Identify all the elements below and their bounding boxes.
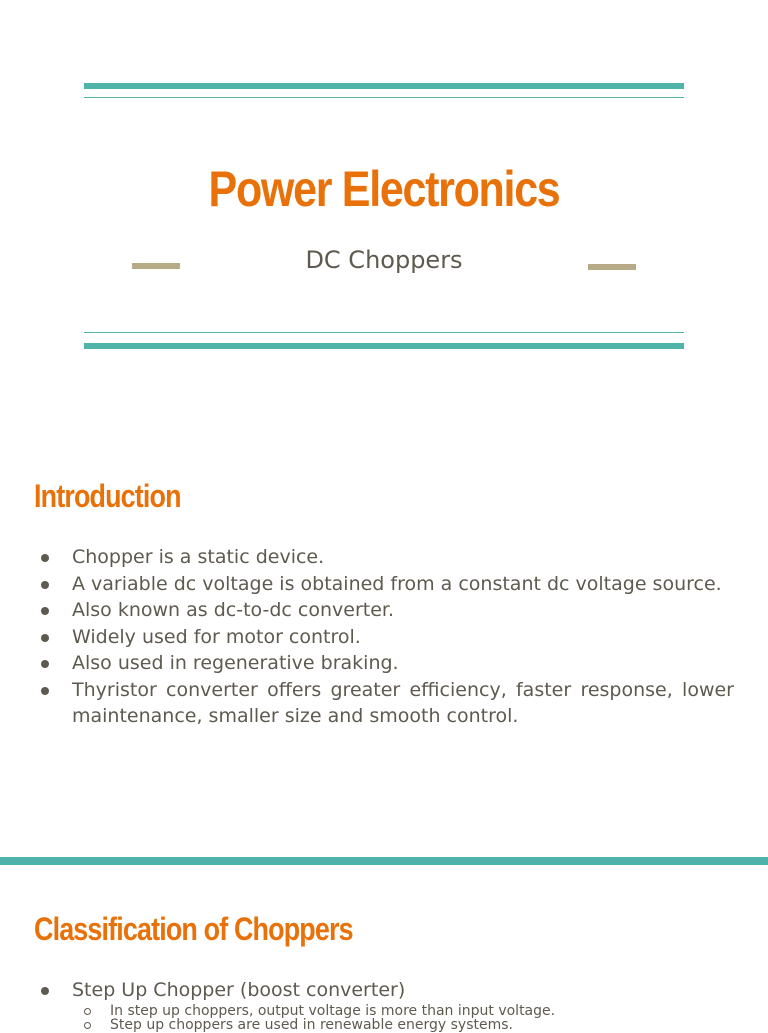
- slide-divider-band: [0, 857, 768, 865]
- introduction-slide: [0, 430, 768, 858]
- introduction-heading: Introduction: [34, 478, 181, 514]
- bullet-text: Step Up Chopper (boost converter): [72, 979, 406, 1001]
- introduction-bullet-list: [34, 544, 734, 730]
- right-accent-dash: [588, 264, 636, 270]
- presentation-subtitle: DC Choppers: [305, 246, 463, 274]
- list-item: Also known as dc-to-dc converter.: [34, 597, 734, 624]
- sub-bullet-list: [72, 1004, 734, 1032]
- classification-heading: Classification of Choppers: [34, 911, 353, 947]
- list-item: Widely used for motor control.: [34, 624, 734, 651]
- classification-bullet-list: [34, 977, 734, 1032]
- presentation-title: Power Electronics: [208, 161, 560, 217]
- classification-slide: [0, 865, 768, 1033]
- title-slide: [0, 0, 768, 430]
- bottom-thick-rule: [84, 343, 684, 349]
- top-thick-rule: [84, 83, 684, 89]
- sub-list-item: In step up choppers, output voltage is more than input voltage.: [72, 1004, 734, 1018]
- top-thin-rule: [84, 97, 684, 98]
- list-item: [34, 977, 734, 1032]
- list-item: Also used in regenerative braking.: [34, 650, 734, 677]
- sub-list-item: Step up choppers are used in renewable energy systems.: [72, 1018, 734, 1032]
- list-item: Thyristor converter offers greater efficiency, faster response, lower maintenance, smaller size and smooth control.: [34, 677, 734, 730]
- list-item: Chopper is a static device.: [34, 544, 734, 571]
- bottom-thin-rule: [84, 332, 684, 333]
- list-item: A variable dc voltage is obtained from a constant dc voltage source.: [34, 571, 734, 598]
